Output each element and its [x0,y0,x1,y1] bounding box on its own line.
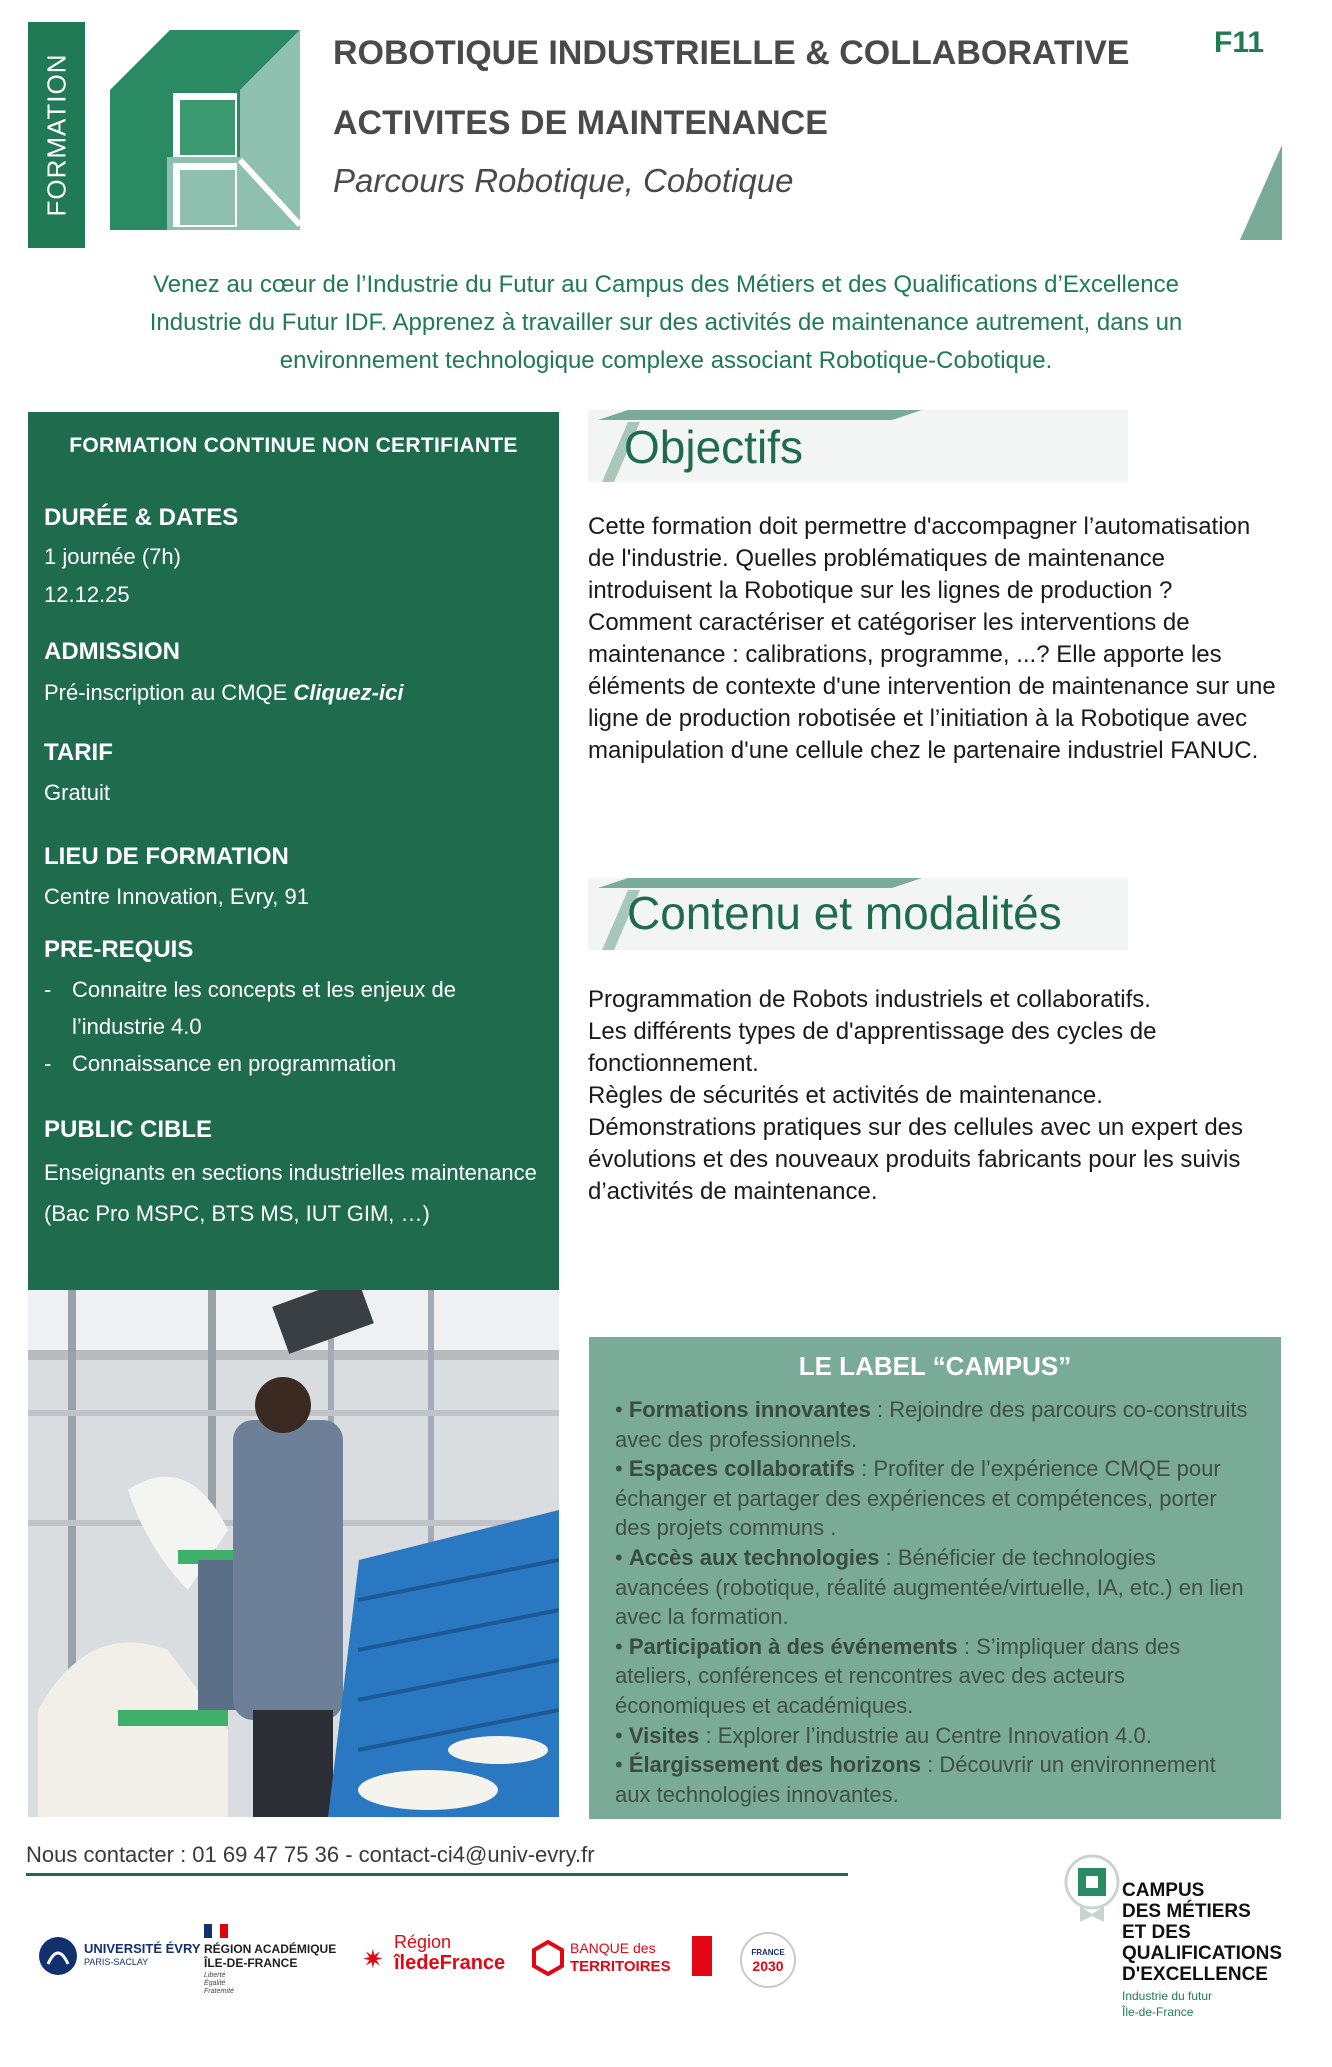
objectifs-text: Cette formation doit permettre d'accompagner l’automatisation de l'industrie. Quelles problématiques de maintenance introduisent la Robotique sur les lignes de production ? Comment caractériser et catégoriser les interventions de maintenance : calibrations, programme, ...? Elle apporte les éléments de contexte d'une intervention de maintenance sur une ligne de production robotisée et l’initiation à la Robotique avec manipulation d'une cellule chez le partenaire industriel FANUC. [588,513,1276,764]
public-title: PUBLIC CIBLE [44,1116,212,1143]
contenu-line: Les différents types de d'apprentissage des cycles de fonctionnement. [588,1018,1157,1077]
footer-divider [26,1873,848,1876]
label-item: • Participation à des événements : S’impliquer dans des ateliers, conférences et rencontres avec des acteurs économiques et académiques. [615,1633,1181,1718]
region-academique-logo: RÉGION ACADÉMIQUE ÎLE-DE-FRANCE Liberté Égalité Fraternité [200,1924,350,2004]
date-value: 12.12.25 [44,582,130,607]
duree-title: DURÉE & DATES [44,504,239,531]
intro-line-3: environnement technologique complexe associant Robotique-Cobotique. [279,347,1053,374]
contenu-title: Contenu et modalités [627,887,1062,939]
label-item: • Espaces collaboratifs : Profiter de l’expérience CMQE pour échanger et partager des expériences et compétences, porter des projets communs . [615,1456,1221,1541]
lieu-title: LIEU DE FORMATION [44,843,289,870]
prerequis-title: PRE-REQUIS [44,936,194,963]
campus-metiers-logo: CAMPUS DES MÉTIERS ET DES QUALIFICATIONS D'EXCELLENCE Industrie du futur Île-de-France [1056,1854,1296,2054]
objectifs-title: Objectifs [624,421,803,473]
universite-evry-logo: UNIVERSITÉ ÉVRY PARIS-SACLAY [38,1932,188,1982]
contenu-line: Démonstrations pratiques sur des cellules avec un expert des évolutions et des nouveaux produits fabricants pour les suivis d’activités de maintenance. [588,1114,1244,1205]
label-title: LE LABEL “CAMPUS” [798,1351,1072,1381]
universite-evry-icon [38,1936,78,1976]
page-subtitle-maintenance: ACTIVITES DE MAINTENANCE [333,104,828,142]
contenu-line: Programmation de Robots industriels et collaboratifs. [588,986,1151,1013]
prerequis-item: - Connaissance en programmation [44,1051,397,1076]
french-flag-icon [204,1924,228,1938]
intro-line-2: Industrie du Futur IDF. Apprenez à travailler sur des activités de maintenance autrement, dans un [149,309,1183,336]
region-idf-logo: ✷ Région îledeFrance [362,1932,506,1974]
contact-line: Nous contacter : 01 69 47 75 36 - contact-ci4@univ-evry.fr [26,1842,595,1867]
robot-workshop-photo [28,1290,559,1817]
prerequis-item: - Connaitre les concepts et les enjeux de l’industrie 4.0 [44,977,457,1039]
tarif-value: Gratuit [44,780,111,805]
admission-text: Pré-inscription au CMQE Cliquez-ici [44,680,404,705]
corner-triangle-decoration [1240,145,1282,240]
contenu-line: Règles de sécurités et activités de maintenance. [588,1082,1103,1109]
parcours-subtitle: Parcours Robotique, Cobotique [333,162,794,199]
contenu-text [588,984,1278,1208]
star-icon: ✷ [362,1944,384,1974]
formation-code: F11 [1214,26,1265,59]
register-link[interactable]: Cliquez-ici [293,680,404,705]
lieu-value: Centre Innovation, Evry, 91 [44,884,309,909]
side-tab-label: FORMATION [41,53,71,217]
campus-cube-logo [110,30,300,230]
label-item: • Élargissement des horizons : Découvrir un environnement aux technologies innovantes. [615,1752,1216,1807]
info-box-header: FORMATION CONTINUE NON CERTIFIANTE [69,434,518,457]
label-item: • Visites : Explorer l’industrie au Centre Innovation 4.0. [615,1722,1152,1748]
label-campus-box [589,1337,1281,1819]
label-list [615,1395,1255,1809]
intro-line-1: Venez au cœur de l’Industrie du Futur au Campus des Métiers et des Qualifications d’Excellence [153,271,1179,298]
hexagon-icon [532,1940,564,1976]
info-box [28,412,559,1290]
intro-paragraph [60,266,1272,380]
admission-title: ADMISSION [44,638,181,665]
label-item: • Accès aux technologies : Bénéficier de technologies avancées (robotique, réalité augmentée/virtuelle, IA, etc.) en lien avec la formation. [615,1544,1244,1630]
banque-territoires-logo: BANQUE des TERRITOIRES [532,1936,717,1984]
tarif-title: TARIF [44,739,113,766]
campus-badge-icon [1064,1854,1120,1924]
page-title: ROBOTIQUE INDUSTRIELLE & COLLABORATIVE [333,34,1130,72]
formation-side-tab [28,22,85,248]
public-value: Enseignants en sections industrielles maintenance (Bac Pro MSPC, BTS MS, IUT GIM, …) [44,1160,537,1226]
duree-value: 1 journée (7h) [44,544,181,569]
label-item: • Formations innovantes : Rejoindre des parcours co-construits avec des professionnels. [615,1397,1248,1452]
france-2030-logo: FRANCE 2030 [738,1930,798,1990]
